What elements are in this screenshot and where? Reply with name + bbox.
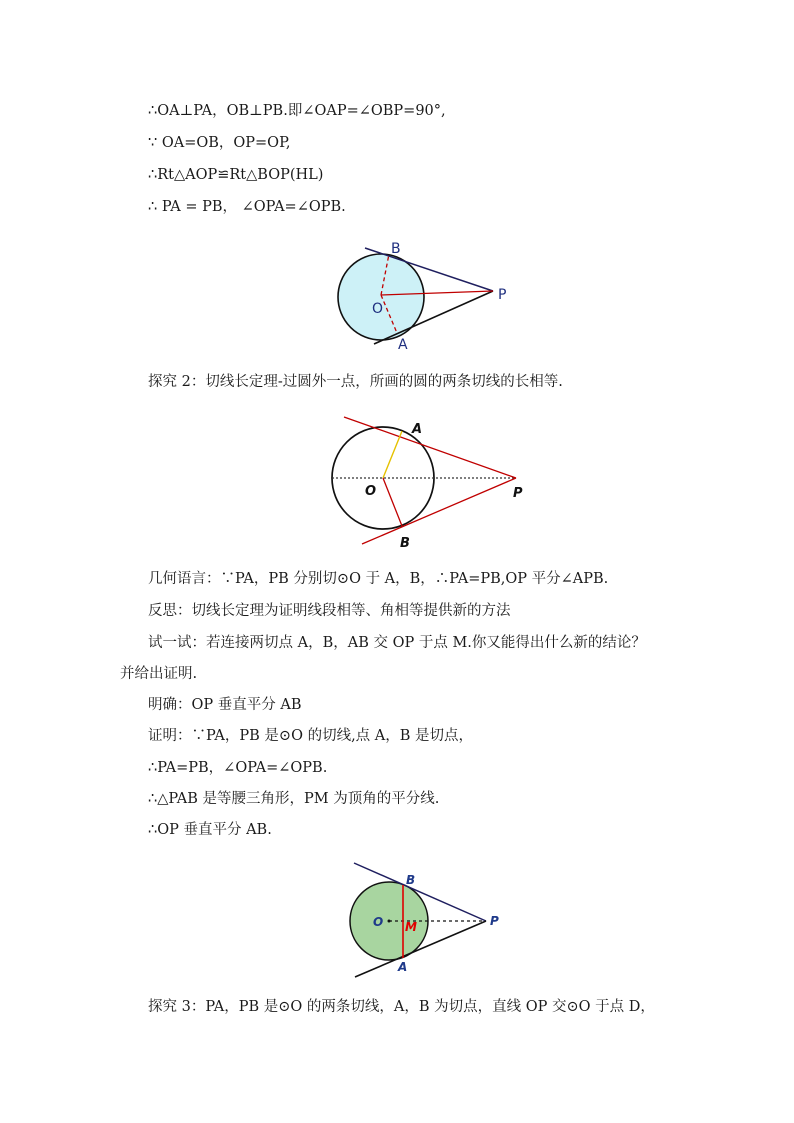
reflection-text: 反思：切线长定理为证明线段相等、角相等提供新的方法 [148,603,511,619]
proof-line-2: ∵ OA=OB，OP=OP, [148,135,291,151]
figure-2-label-b: B [400,536,410,551]
figure-3-perpendicular-bisector-diagram [340,860,510,980]
try-it-text: 试一试：若连接两切点 A，B，AB 交 OP 于点 M.你又能得出什么新的结论？ [148,635,646,651]
figure-1-label-b: B [391,241,401,257]
figure-2-tangent-pa [344,417,516,478]
figure-2-label-p: P [513,486,523,501]
figure-3-label-a: A [398,960,408,974]
proof-conclusion: ∴OP 垂直平分 AB. [148,822,272,838]
figure-3-label-o: O [373,915,384,929]
proof-line-4: ∴ PA = PB， ∠OPA=∠OPB. [148,199,346,215]
figure-2-label-a: A [412,422,423,437]
exploration-2-text: 探究 2：切线长定理-过圆外一点，所画的圆的两条切线的长相等. [148,374,563,390]
figure-2-tangent-diagram [330,414,530,554]
try-it-text-continued: 并给出证明. [120,666,198,682]
proof-step-2: ∴△PAB 是等腰三角形，PM 为顶角的平分线. [148,791,440,807]
figure-3-label-b: B [406,873,416,887]
figure-3-label-m: M [405,920,417,934]
proof-line-1: ∴OA⊥PA，OB⊥PB.即∠OAP=∠OBP=90°, [148,103,446,119]
figure-1-label-o: O [372,301,384,317]
figure-1-label-p: P [498,287,507,303]
proof-start-text: 证明：∵PA，PB 是⊙O 的切线,点 A，B 是切点， [148,728,474,744]
figure-1-tangent-diagram [330,238,520,353]
clarify-text: 明确：OP 垂直平分 AB [148,697,302,713]
proof-line-3: ∴Rt△AOP≌Rt△BOP(HL) [148,167,324,183]
figure-2-radius-oa [383,431,402,478]
geometry-language-text: 几何语言：∵PA，PB 分别切⊙O 于 A，B，∴PA=PB,OP 平分∠APB. [148,571,609,587]
exploration-3-text: 探究 3：PA，PB 是⊙O 的两条切线，A，B 为切点，直线 OP 交⊙O 于点 D， [148,999,655,1015]
figure-2-label-o: O [365,484,377,499]
figure-3-center-point [388,920,391,923]
proof-step-1: ∴PA=PB，∠OPA=∠OPB. [148,760,328,776]
figure-1-label-a: A [398,337,408,353]
figure-2-tangent-pb [362,478,516,544]
figure-2-radius-ob [383,478,402,526]
figure-3-label-p: P [490,914,499,928]
